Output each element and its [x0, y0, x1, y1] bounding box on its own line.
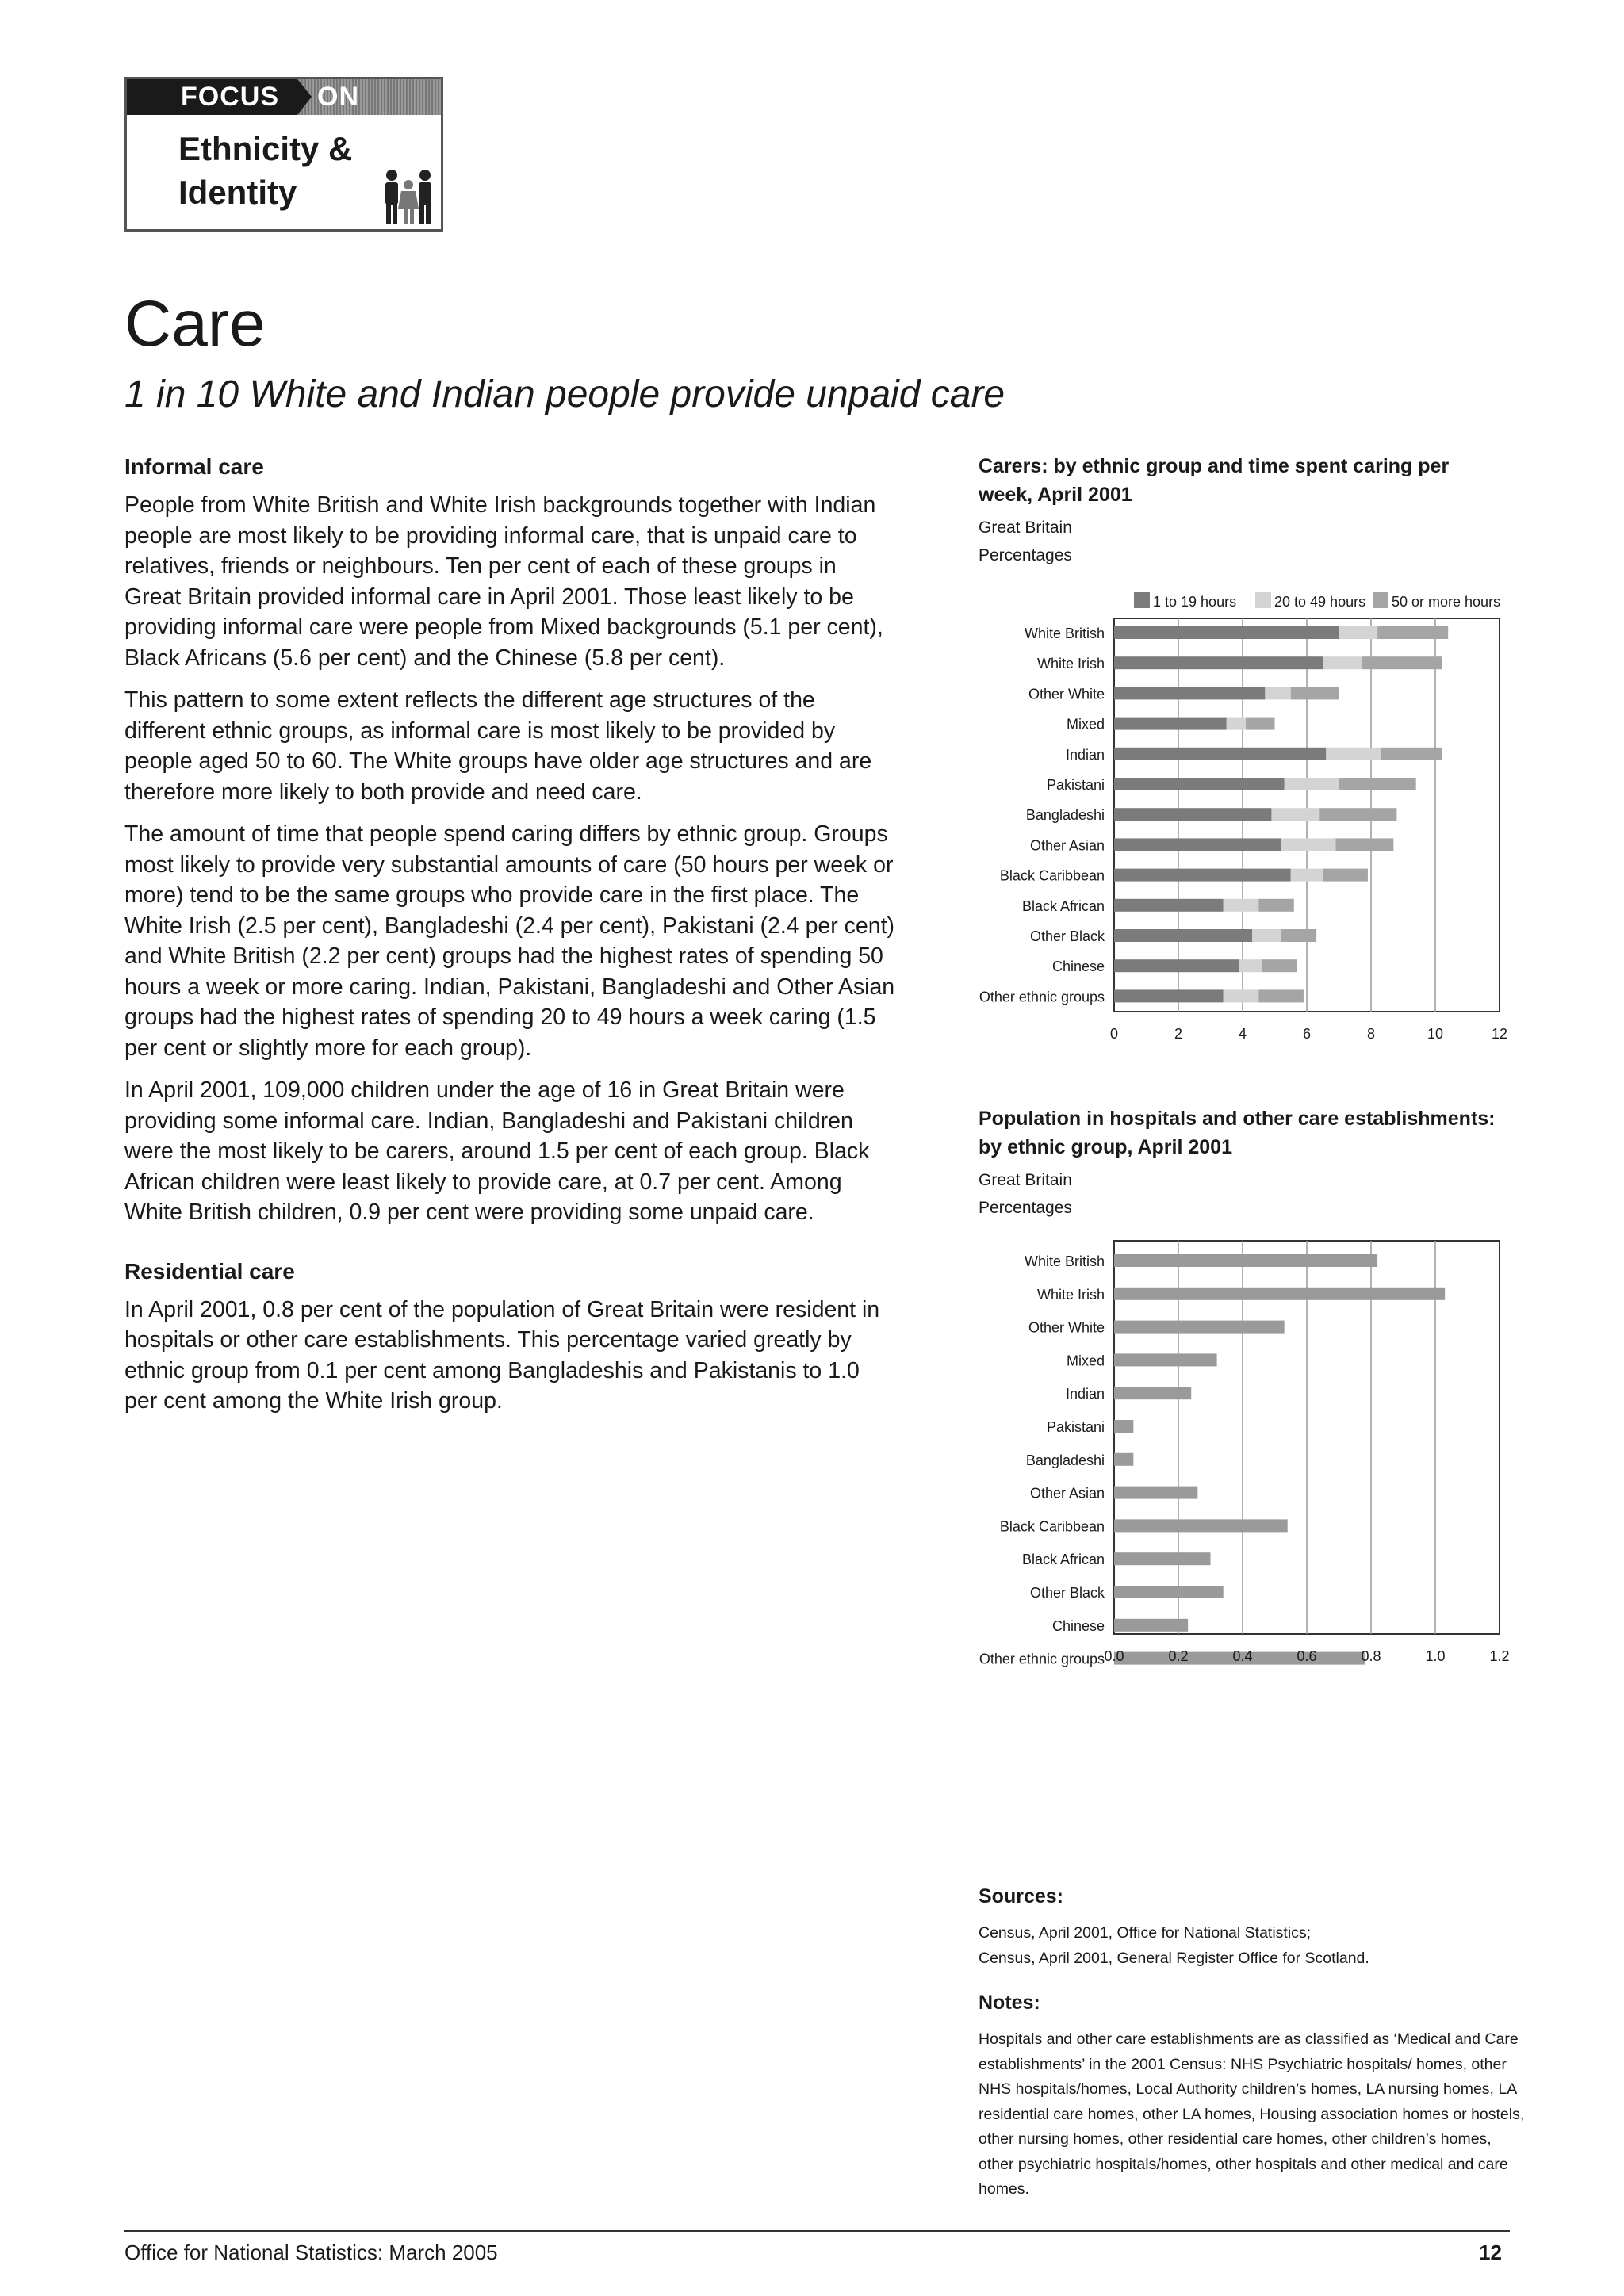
care-establishments-chart [979, 1237, 1534, 1705]
bar-segment [1227, 718, 1246, 730]
bar-segment [1326, 748, 1381, 760]
tick-label: 6 [1302, 1026, 1312, 1042]
category-label: Other Asian [1029, 1485, 1105, 1502]
sources-notes [979, 1885, 1526, 2202]
bar-segment [1114, 838, 1281, 851]
bar-segment [1114, 626, 1339, 639]
bar [1114, 1288, 1445, 1300]
category-label: Indian [1065, 746, 1105, 763]
bar-segment [1335, 838, 1393, 851]
legend-swatch [1134, 592, 1150, 608]
series-title-line2: Identity [178, 174, 297, 211]
bar [1114, 1619, 1188, 1632]
bar-segment [1114, 656, 1323, 669]
bar-segment [1114, 778, 1285, 790]
footer-divider [124, 2230, 1510, 2232]
category-label: Black African [1021, 1552, 1105, 1568]
bar-segment [1265, 687, 1290, 699]
bar-segment [1114, 869, 1291, 882]
bar [1114, 1453, 1133, 1466]
chart1-title-line2: week, April 2001 [979, 484, 1132, 506]
bar [1114, 1586, 1224, 1598]
source-line: Census, April 2001, Office for National Statistics; [979, 1924, 1312, 1942]
page-subtitle: 1 in 10 White and Indian people provide unpaid care [124, 373, 1005, 415]
paragraph: People from White British and White Irish backgrounds together with Indian people are most likely to be providing informal care, that is unpaid care to relatives, friends or neighbours. Ten per cent of each of these groups in Great Britain provided informal care in April 2001. Those least likely to be providing informal care were people from Mixed backgrounds (5.1 per cent), Black Africans (5.6 per cent) and the Chinese (5.8 per cent). [124, 492, 883, 671]
sources-heading: Sources: [979, 1885, 1063, 1908]
category-label: Other Black [1029, 928, 1105, 944]
category-label: Chinese [1051, 1617, 1105, 1634]
category-label: Pakistani [1046, 1419, 1105, 1435]
chart1-region: Great Britain [979, 519, 1072, 537]
tick-label: 0.0 [1104, 1648, 1124, 1664]
focus-arrow-icon [297, 79, 312, 115]
bar-segment [1114, 718, 1227, 730]
category-label: Black Caribbean [999, 867, 1105, 884]
focus-label: FOCUS [127, 79, 297, 115]
footer-publisher: Office for National Statistics: March 2005 [124, 2241, 498, 2264]
source-line: Census, April 2001, General Register Office for Scotland. [979, 1949, 1369, 1967]
paragraph: The amount of time that people spend caring differs by ethnic group. Groups most likely to provide very substantial amounts of care (50 hours per week or more) tend to be the same groups who provide care in the first place. The White Irish (2.5 per cent), Bangladeshi (2.4 per cent), Pakistani (2.4 per cent) and White British (2.2 per cent) groups had the highest rates of spending 50 hours a week or more caring. Indian, Pakistani, Bangladeshi and Other Asian groups had the highest rates of spending 20 to 49 hours a week caring (1.5 per cent or slightly more for each group). [124, 821, 895, 1061]
category-label: White British [1024, 1253, 1105, 1269]
chart1-header [979, 452, 1534, 569]
category-label: White British [1024, 626, 1105, 641]
focus-on-header [124, 77, 443, 232]
category-label: Other ethnic groups [979, 989, 1105, 1005]
category-label: Bangladeshi [1025, 1452, 1105, 1468]
bar-segment [1377, 626, 1448, 639]
bar-segment [1114, 748, 1326, 760]
tick-label: 0 [1109, 1026, 1119, 1042]
bar-segment [1320, 808, 1396, 821]
category-label: Indian [1065, 1386, 1105, 1402]
tick-label: 8 [1366, 1026, 1376, 1042]
category-label: Other ethnic groups [979, 1651, 1105, 1667]
tick-label: 1.0 [1425, 1648, 1446, 1664]
category-label: Black African [1021, 897, 1105, 914]
bar [1114, 1387, 1191, 1399]
legend-swatch [1255, 592, 1271, 608]
residential-care-heading: Residential care [124, 1258, 295, 1284]
bar [1114, 1321, 1285, 1334]
bar-segment [1258, 899, 1294, 912]
category-label: Black Caribbean [999, 1518, 1105, 1535]
bar [1114, 1552, 1211, 1565]
bar-segment [1258, 989, 1304, 1002]
bar-segment [1323, 869, 1368, 882]
bar-segment [1285, 778, 1339, 790]
chart2-title-line1: Population in hospitals and other care establishments: [979, 1108, 1496, 1130]
carers-chart [979, 587, 1534, 1047]
chart1-title-line1: Carers: by ethnic group and time spent caring per [979, 455, 1450, 477]
bar-segment [1291, 687, 1339, 699]
article-body [124, 452, 898, 1429]
category-label: Mixed [1066, 716, 1105, 733]
paragraph: This pattern to some extent reflects the different age structures of the different ethnic groups, as informal care is most likely to be provided by people aged 50 to 60. The White groups have older age structures and are therefore more likely to both provide and need care. [124, 687, 872, 805]
notes-text: Hospitals and other care establishments are as classified as ‘Medical and Care establishments’ in the 2001 Census: NHS Psychiatric hospitals/ homes, other NHS hospitals/homes, Local Authority children’s homes, LA nursing homes, LA residential care homes, other LA homes, Housing association homes or hostels, other nursing homes, other residential care homes, other children’s homes, other psychiatric hospitals/homes, other hospitals and other medical and care homes. [979, 2030, 1525, 2198]
bar-segment [1246, 718, 1274, 730]
tick-label: 0.4 [1232, 1648, 1253, 1664]
bar-segment [1114, 929, 1252, 942]
tick-label: 4 [1238, 1026, 1247, 1042]
bar-segment [1114, 959, 1239, 972]
category-label: White Irish [1036, 1286, 1105, 1303]
bar [1114, 1420, 1133, 1433]
page-title: Care [124, 288, 266, 360]
legend-swatch [1373, 592, 1388, 608]
paragraph: In April 2001, 109,000 children under the age of 16 in Great Britain were providing some informal care. Indian, Bangladeshi and Pakistani children were the most likely to be carers, around 1.5 per cent of each group. Black African children were least likely to provide care, at 0.7 per cent. Among White British children, 0.9 per cent were providing some unpaid care. [124, 1077, 870, 1225]
page-number: 12 [1479, 2241, 1502, 2264]
category-label: Other Black [1029, 1585, 1105, 1601]
chart2-title-line2: by ethnic group, April 2001 [979, 1136, 1232, 1158]
category-label: Other Asian [1029, 837, 1105, 854]
chart2-region: Great Britain [979, 1171, 1072, 1189]
bar-segment [1281, 838, 1336, 851]
bar [1114, 1487, 1197, 1499]
bar-segment [1323, 656, 1362, 669]
bar [1114, 1519, 1288, 1532]
bar-segment [1114, 687, 1265, 699]
category-label: Pakistani [1046, 777, 1105, 793]
bar-segment [1224, 899, 1259, 912]
bar-segment [1339, 626, 1378, 639]
bar-segment [1262, 959, 1297, 972]
tick-label: 0.8 [1361, 1648, 1381, 1664]
notes-heading: Notes: [979, 1992, 1040, 2014]
paragraph: In April 2001, 0.8 per cent of the population of Great Britain were resident in hospitals or other care establishments. This percentage varied greatly by ethnic group from 0.1 per cent among Bangladeshis and Pakistanis to 1.0 per cent among the White Irish group. [124, 1296, 880, 1414]
bar-segment [1114, 899, 1224, 912]
bar [1114, 1254, 1377, 1267]
series-title [178, 127, 352, 214]
tick-label: 0.2 [1168, 1648, 1189, 1664]
bar-segment [1224, 989, 1259, 1002]
chart2-units: Percentages [979, 1199, 1072, 1217]
category-label: White Irish [1036, 656, 1105, 672]
bar-segment [1362, 656, 1442, 669]
bar-segment [1339, 778, 1416, 790]
people-icon [381, 164, 436, 228]
bar-segment [1114, 989, 1224, 1002]
bar-segment [1291, 869, 1323, 882]
category-label: Mixed [1066, 1353, 1105, 1369]
tick-label: 12 [1491, 1026, 1508, 1042]
bar-segment [1271, 808, 1320, 821]
tick-label: 10 [1427, 1026, 1444, 1042]
series-title-line1: Ethnicity & [178, 130, 353, 167]
legend-label: 20 to 49 hours [1274, 594, 1366, 610]
tick-label: 0.6 [1297, 1648, 1317, 1664]
legend-label: 1 to 19 hours [1153, 594, 1237, 610]
bar-segment [1281, 929, 1317, 942]
bar [1114, 1353, 1217, 1366]
category-label: Other White [1028, 1319, 1105, 1336]
focus-on-label: ON [317, 82, 359, 112]
bar-segment [1114, 808, 1271, 821]
tick-label: 2 [1174, 1026, 1183, 1042]
category-label: Chinese [1051, 959, 1105, 975]
category-label: Bangladeshi [1025, 807, 1105, 824]
chart2-header [979, 1104, 1549, 1222]
tick-label: 1.2 [1489, 1648, 1510, 1664]
bar-segment [1252, 929, 1281, 942]
bar-segment [1239, 959, 1262, 972]
informal-care-heading: Informal care [124, 454, 264, 479]
category-label: Other White [1028, 686, 1105, 702]
legend-label: 50 or more hours [1392, 594, 1501, 610]
chart1-units: Percentages [979, 546, 1072, 564]
bar-segment [1381, 748, 1442, 760]
